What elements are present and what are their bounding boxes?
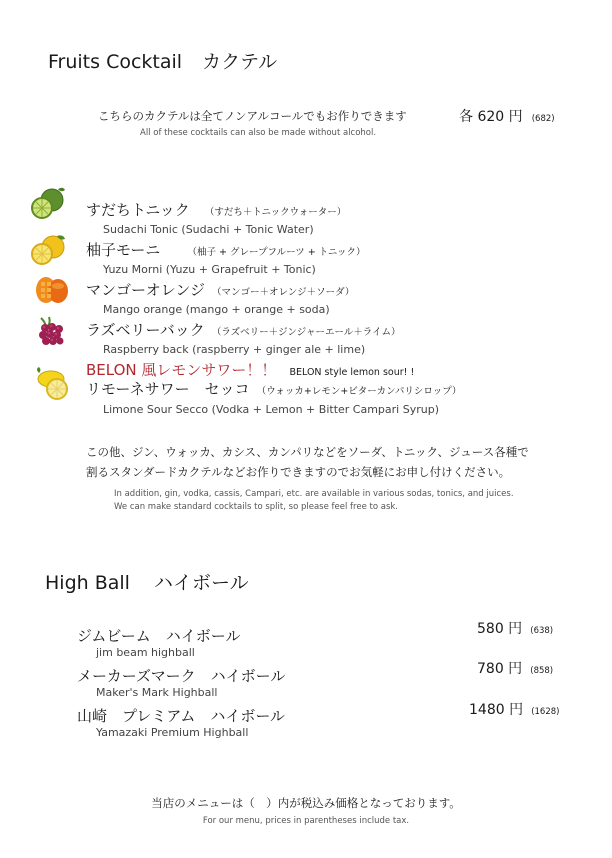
cocktail-name: 柚子モーニ	[86, 241, 161, 259]
cocktail-detail: （ウォッカ+レモン+ビターカンパリシロップ）	[256, 386, 462, 397]
lemon-icon	[31, 367, 69, 403]
mango-icon	[32, 272, 70, 308]
cocktail-detail: （柚子 + グレープフルーツ + トニック）	[187, 247, 366, 258]
highball-en: Maker's Mark Highball	[96, 686, 218, 699]
belon-promo	[86, 359, 414, 380]
highball-name: メーカーズマーク ハイボール	[77, 667, 286, 685]
highball-price-tax: (858)	[530, 666, 554, 676]
highball-price-value: 580 円	[477, 621, 523, 637]
cocktail-heading	[48, 47, 277, 74]
highball-price	[469, 699, 559, 719]
other-note-en-2: We can make standard cocktails to split, so please feel free to ask.	[114, 502, 398, 512]
cocktail-price-tax: (682)	[531, 114, 555, 124]
cocktail-item	[86, 378, 461, 399]
cocktail-heading-jp: カクテル	[202, 51, 278, 73]
cocktail-en: Sudachi Tonic (Sudachi + Tonic Water)	[103, 223, 314, 236]
belon-title-jp: BELON 風レモンサワー！！	[86, 361, 277, 379]
other-note-en-1: In addition, gin, vodka, cassis, Campari, etc. are available in various sodas, tonics, and juices.	[114, 489, 514, 499]
belon-title-en: BELON style lemon sour! !	[289, 367, 415, 378]
cocktail-en: Raspberry back (raspberry + ginger ale + lime)	[103, 343, 366, 356]
cocktail-en: Yuzu Morni (Yuzu + Grapefruit + Tonic)	[103, 263, 316, 276]
cocktail-detail: （ラズベリー＋ジンジャーエール＋ライム）	[211, 327, 401, 338]
other-note-jp-2: 割るスタンダードカクテルなどお作りできますのでお気軽にお申し付けください。	[86, 465, 511, 479]
cocktail-name: ラズベリーバック	[86, 321, 205, 339]
highball-name: ジムビーム ハイボール	[77, 627, 241, 645]
cocktail-en: Limone Sour Secco (Vodka + Lemon + Bitter Campari Syrup)	[103, 403, 439, 416]
sudachi-icon	[28, 184, 66, 220]
highball-heading-en: High Ball	[45, 572, 130, 594]
footer-note-jp: 当店のメニューは（ ）内が税込み価格となっております。	[151, 796, 461, 810]
cocktail-item	[86, 199, 346, 220]
footer-note-en: For our menu, prices in parentheses include tax.	[202, 816, 410, 826]
cocktail-heading-en: Fruits Cocktail	[48, 51, 183, 73]
highball-heading-jp: ハイボール	[154, 572, 249, 594]
highball-en: Yamazaki Premium Highball	[96, 726, 249, 739]
highball-price-tax: (638)	[530, 626, 554, 636]
cocktail-price	[459, 106, 555, 126]
highball-price	[477, 658, 553, 678]
cocktail-detail: （すだち＋トニックウォーター）	[204, 207, 347, 218]
cocktail-item	[86, 319, 400, 340]
highball-name: 山崎 プレミアム ハイボール	[77, 707, 286, 725]
highball-en: jim beam highball	[96, 646, 195, 659]
highball-price-value: 780 円	[477, 661, 523, 677]
nonalcohol-note-en: All of these cocktails can also be made without alcohol.	[140, 128, 377, 138]
highball-price	[477, 618, 553, 638]
cocktail-name: すだちトニック	[86, 201, 190, 219]
cocktail-item	[86, 279, 354, 300]
cocktail-name: リモーネサワー セッコ	[86, 380, 250, 398]
highball-price-tax: (1628)	[531, 707, 560, 717]
highball-price-value: 1480 円	[469, 702, 524, 718]
yuzu-icon	[29, 232, 67, 268]
other-note-jp-1: この他、ジン、ウォッカ、カシス、カンパリなどをソーダ、トニック、ジュース各種で	[86, 445, 529, 459]
highball-heading	[45, 568, 249, 595]
cocktail-price-value: 各 620 円	[459, 109, 523, 125]
raspberry-icon	[33, 314, 71, 350]
cocktail-en: Mango orange (mango + orange + soda)	[103, 303, 330, 316]
cocktail-name: マンゴーオレンジ	[86, 281, 205, 299]
cocktail-item	[86, 239, 366, 260]
cocktail-detail: （マンゴー＋オレンジ＋ソーダ）	[212, 287, 355, 298]
nonalcohol-note-jp: こちらのカクテルは全てノンアルコールでもお作りできます	[98, 109, 407, 123]
